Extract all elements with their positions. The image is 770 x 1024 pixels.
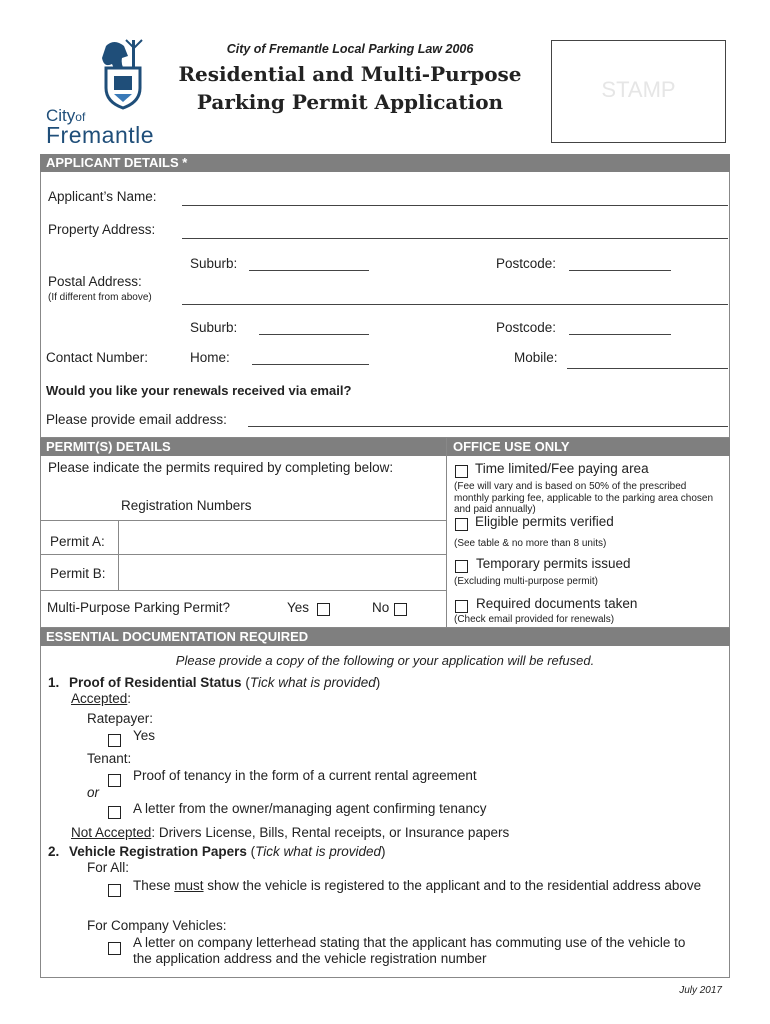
for-all-label: For All: bbox=[87, 860, 130, 875]
office-use-heading: OFFICE USE ONLY bbox=[447, 438, 730, 456]
registration-numbers-label: Registration Numbers bbox=[121, 498, 252, 513]
ratepayer-label: Ratepayer: bbox=[87, 711, 154, 726]
permits-instruction: Please indicate the permits required by completing below: bbox=[48, 460, 394, 475]
office-temporary-label: Temporary permits issued bbox=[476, 556, 631, 571]
ratepayer-yes-label: Yes bbox=[133, 728, 156, 743]
permit-b-label: Permit B: bbox=[50, 566, 106, 581]
property-address-field[interactable] bbox=[182, 238, 728, 239]
applicant-name-field[interactable] bbox=[182, 205, 728, 206]
permits-office-divider bbox=[446, 438, 447, 628]
multi-purpose-no-checkbox[interactable] bbox=[394, 603, 407, 616]
documentation-intro: Please provide a copy of the following or your application will be refused. bbox=[175, 653, 595, 668]
not-accepted-line: Not Accepted: Drivers License, Bills, Rental receipts, or Insurance papers bbox=[71, 825, 510, 840]
postal-address-note: (If different from above) bbox=[48, 292, 152, 303]
ratepayer-yes-checkbox[interactable] bbox=[108, 734, 121, 747]
section-2-title: Vehicle Registration Papers bbox=[69, 844, 247, 859]
logo-city-text: City bbox=[46, 106, 76, 125]
property-address-label: Property Address: bbox=[48, 222, 156, 237]
tenancy-agreement-label: Proof of tenancy in the form of a current rental agreement bbox=[133, 768, 477, 783]
crest-icon bbox=[92, 38, 162, 110]
logo-name: Fremantle bbox=[46, 122, 155, 148]
or-label: or bbox=[87, 785, 100, 800]
renewal-question: Would you like your renewals received via email? bbox=[46, 383, 352, 398]
office-temporary-checkbox[interactable] bbox=[455, 560, 468, 573]
page-title-line1: Residential and Multi-Purpose bbox=[178, 62, 522, 86]
stamp-box bbox=[551, 40, 726, 143]
law-title: City of Fremantle Local Parking Law 2006 bbox=[226, 42, 474, 56]
office-time-limited-label: Time limited/Fee paying area bbox=[475, 461, 649, 476]
office-time-limited-checkbox[interactable] bbox=[455, 465, 468, 478]
company-letter-label: A letter on company letterhead stating that the applicant has commuting use of the vehicle to the application address and the vehicle registration number bbox=[133, 935, 686, 966]
permits-heading: PERMIT(S) DETAILS bbox=[40, 438, 446, 456]
section-1-number: 1. bbox=[48, 675, 60, 690]
section-2-heading: 2. Vehicle Registration Papers (Tick what is provided) bbox=[48, 844, 386, 859]
multi-purpose-yes-checkbox[interactable] bbox=[317, 603, 330, 616]
office-eligible-checkbox[interactable] bbox=[455, 518, 468, 531]
footer-date: July 2017 bbox=[679, 985, 722, 996]
postal-suburb-field[interactable] bbox=[259, 334, 369, 335]
contact-number-label: Contact Number: bbox=[46, 350, 149, 365]
mobile-label: Mobile: bbox=[514, 350, 558, 365]
section-1-tick-note: Tick what is provided bbox=[249, 675, 376, 690]
office-eligible-note: (See table & no more than 8 units) bbox=[454, 538, 607, 549]
property-postcode-field[interactable] bbox=[569, 270, 671, 271]
documentation-heading: ESSENTIAL DOCUMENTATION REQUIRED bbox=[40, 628, 730, 646]
owner-letter-checkbox[interactable] bbox=[108, 806, 121, 819]
registration-papers-checkbox[interactable] bbox=[108, 884, 121, 897]
page-title-line2: Parking Permit Application bbox=[196, 90, 504, 114]
email-label: Please provide email address: bbox=[46, 412, 227, 427]
office-documents-label: Required documents taken bbox=[476, 596, 638, 611]
section-1-title: Proof of Residential Status bbox=[69, 675, 242, 690]
postal-address-field[interactable] bbox=[182, 304, 728, 305]
section-2-number: 2. bbox=[48, 844, 60, 859]
office-eligible-label: Eligible permits verified bbox=[475, 514, 614, 529]
section-1-heading: 1. Proof of Residential Status (Tick what is provided) bbox=[48, 675, 381, 690]
postal-address-label: Postal Address: bbox=[48, 274, 142, 289]
property-suburb-label: Suburb: bbox=[190, 256, 238, 271]
permit-b-registration-field[interactable] bbox=[120, 556, 444, 588]
permit-a-label: Permit A: bbox=[50, 534, 105, 549]
section-2-tick-note: Tick what is provided bbox=[255, 844, 382, 859]
company-vehicles-label: For Company Vehicles: bbox=[87, 918, 227, 933]
postal-suburb-label: Suburb: bbox=[190, 320, 238, 335]
owner-letter-label: A letter from the owner/managing agent confirming tenancy bbox=[133, 801, 487, 816]
applicant-name-label: Applicant’s Name: bbox=[48, 189, 157, 204]
property-suburb-field[interactable] bbox=[249, 270, 369, 271]
mobile-phone-field[interactable] bbox=[567, 368, 728, 369]
permit-a-registration-field[interactable] bbox=[120, 522, 444, 552]
property-postcode-label: Postcode: bbox=[496, 256, 557, 271]
logo-of-text: of bbox=[75, 110, 86, 124]
office-temporary-note: (Excluding multi-purpose permit) bbox=[454, 576, 598, 587]
multi-purpose-no-label: No bbox=[372, 600, 390, 615]
tenancy-agreement-checkbox[interactable] bbox=[108, 774, 121, 787]
office-documents-checkbox[interactable] bbox=[455, 600, 468, 613]
accepted-label: Accepted: bbox=[71, 691, 132, 706]
home-phone-field[interactable] bbox=[252, 364, 369, 365]
postal-postcode-label: Postcode: bbox=[496, 320, 557, 335]
home-label: Home: bbox=[190, 350, 230, 365]
multi-purpose-yes-label: Yes bbox=[287, 600, 310, 615]
postal-postcode-field[interactable] bbox=[569, 334, 671, 335]
company-letter-checkbox[interactable] bbox=[108, 942, 121, 955]
office-time-limited-note: (Fee will vary and is based on 50% of the prescribed monthly parking fee, applicable to the parking area chosen and paid annually) bbox=[454, 481, 714, 515]
multi-purpose-label: Multi-Purpose Parking Permit? bbox=[47, 600, 231, 615]
email-field[interactable] bbox=[248, 426, 728, 427]
applicant-heading: APPLICANT DETAILS * bbox=[40, 154, 730, 172]
tenant-label: Tenant: bbox=[87, 751, 132, 766]
registration-papers-label: These must show the vehicle is registered to the applicant and to the residential address above bbox=[133, 878, 702, 893]
city-logo bbox=[40, 38, 165, 148]
office-documents-note: (Check email provided for renewals) bbox=[454, 614, 615, 625]
stamp-text: STAMP bbox=[601, 77, 676, 102]
